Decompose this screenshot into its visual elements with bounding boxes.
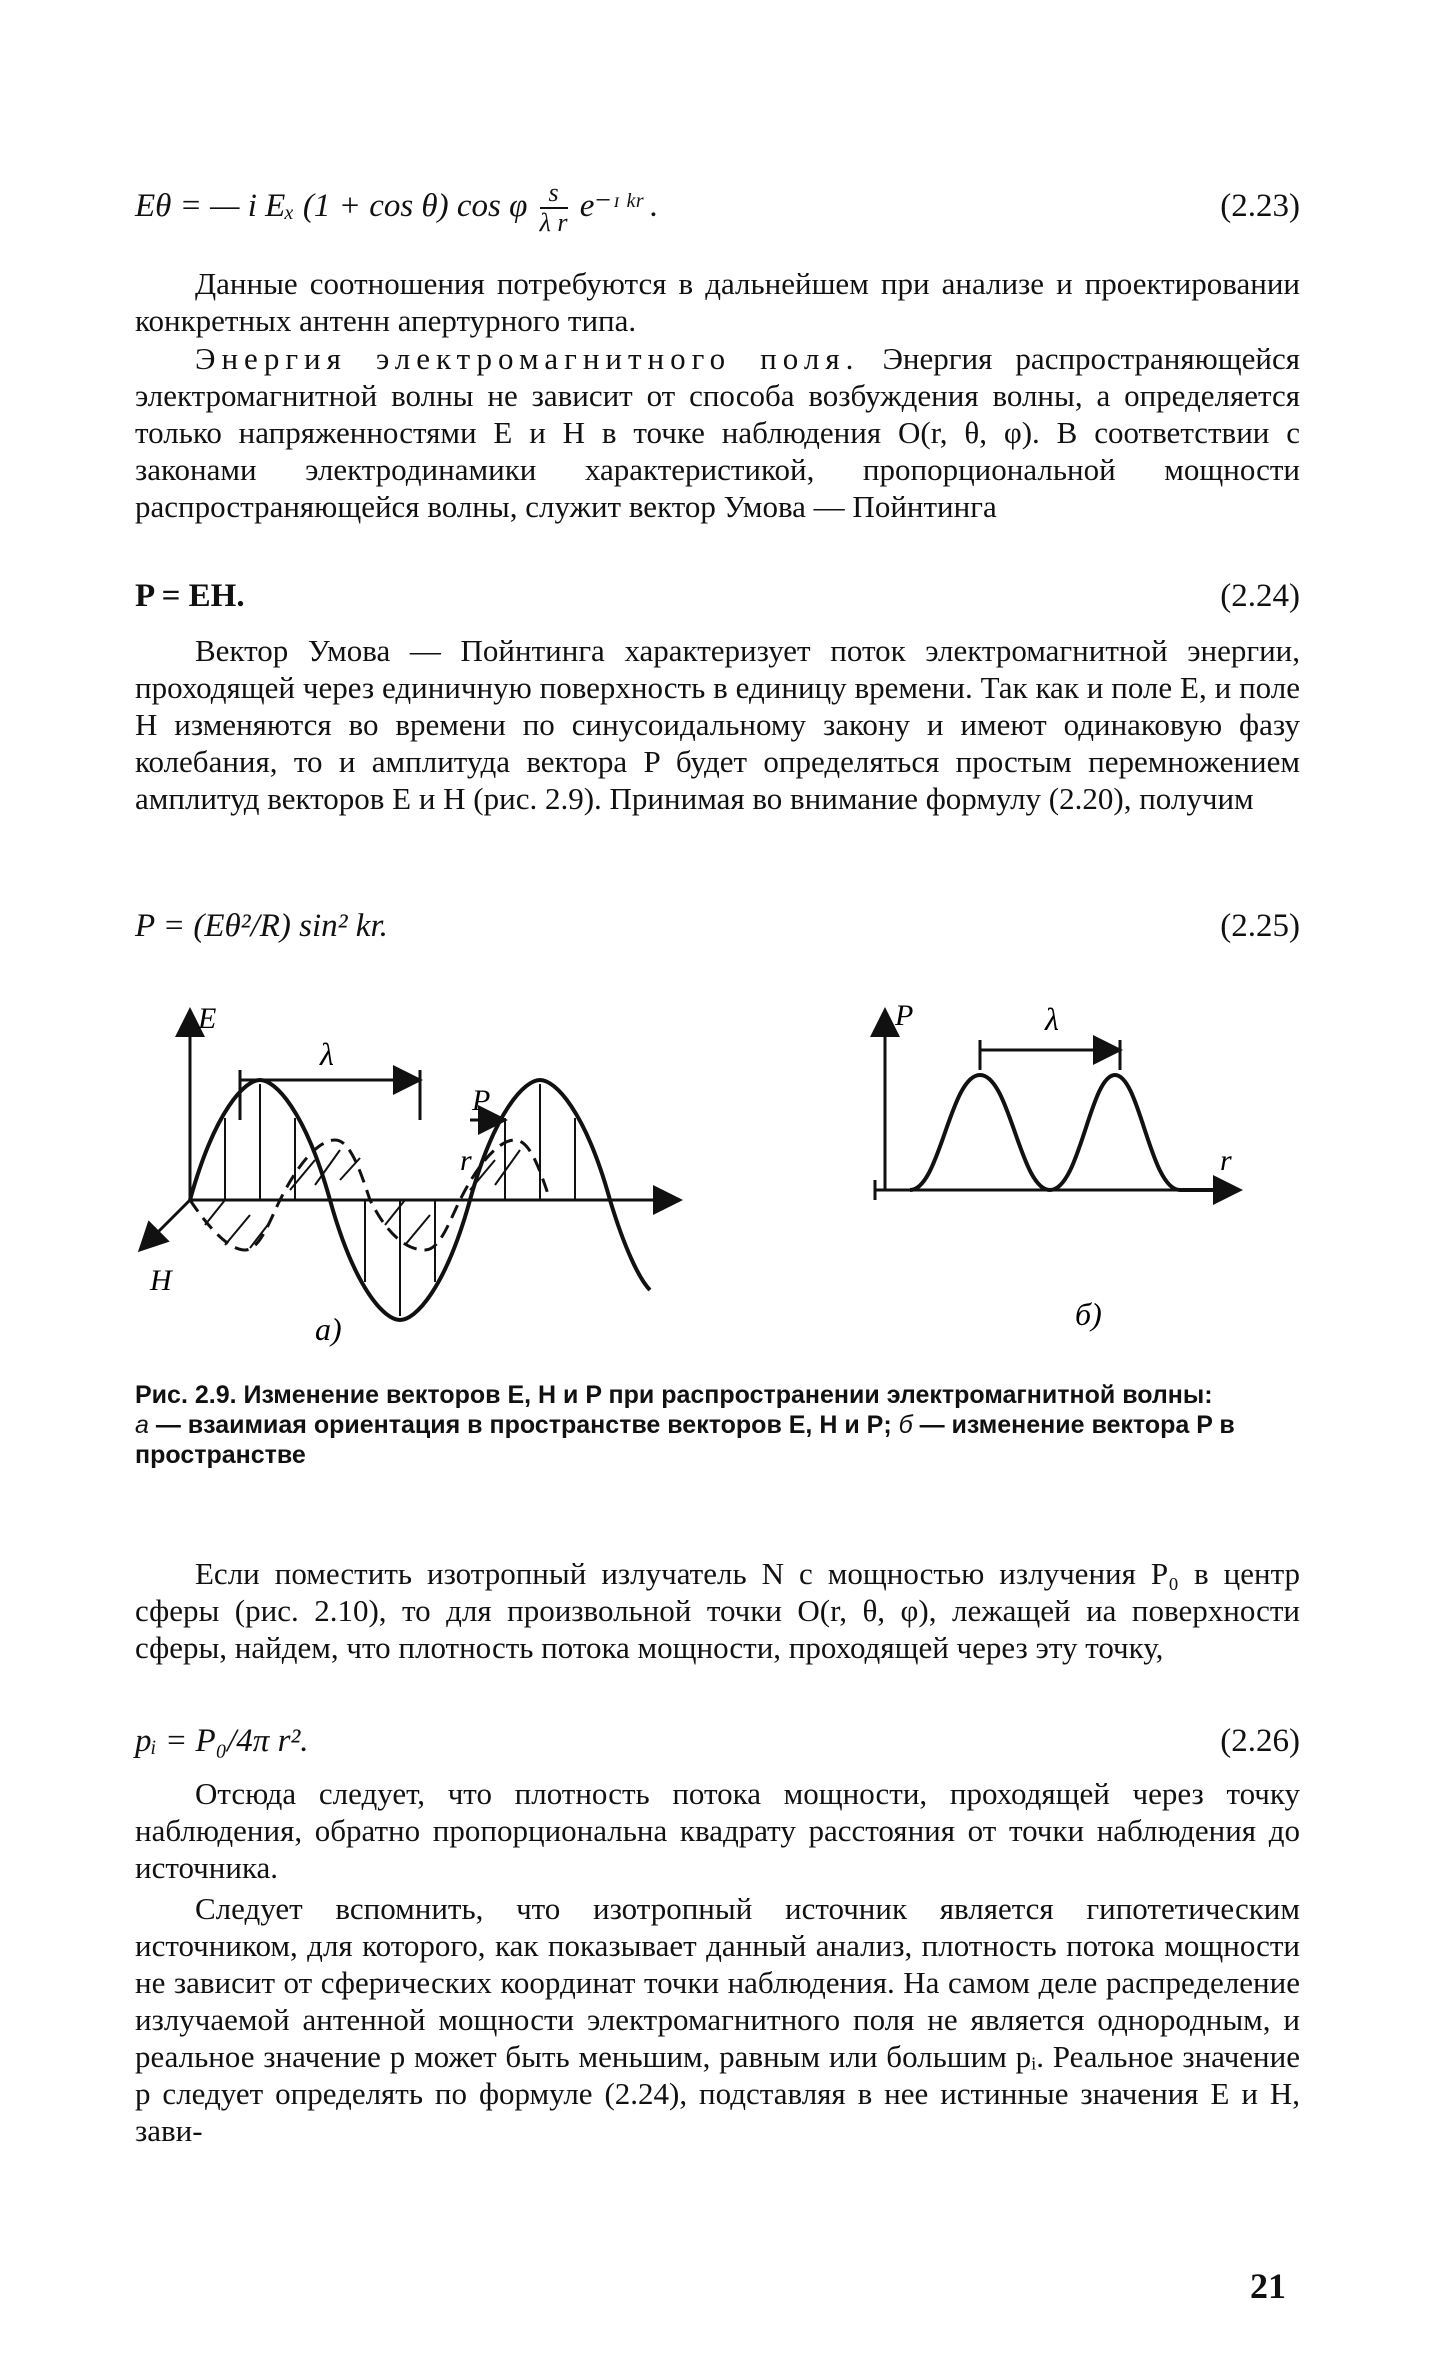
- paragraph: Если поместить изотропный излучатель N с мощностью излучения P₀ в центр сферы (рис. 2.10), то для произвольной точки O(r, θ, φ), лежащей иа поверхности сферы, найдем, что плотность потока мощности, проходящей через эту точку,: [135, 1556, 1300, 1665]
- figure-2-9: [150, 999, 1300, 1360]
- wavelength-label-right: λ: [1045, 1001, 1059, 1037]
- equation-formula: P = EH.: [135, 578, 245, 614]
- paragraph: Данные соотношения потребуются в дальнейшем при анализе и проектировании конкретных антенн апертурного типа.: [135, 266, 1300, 338]
- equation-fraction: $\frac{s}{\text{λ r}}$: [539, 178, 568, 238]
- wavelength-label: λ: [320, 1036, 334, 1072]
- axis-p-label: P: [895, 999, 914, 1032]
- figure-caption: Рис. 2.9. Изменение векторов E, H и P при распространении электромагнитной волны: a — взаимиая ориентация в пространстве векторов E, H и P; б — изменение вектора P в пространстве: [135, 1381, 1235, 1469]
- equation-2-26: [135, 1705, 1300, 1777]
- subfigure-b-label: б): [1075, 1296, 1102, 1332]
- equation-number: (2.25): [1220, 908, 1300, 944]
- paragraph: Следует вспомнить, что изотропный источник является гипотетическим источником, для которого, как показывает данный анализ, плотность потока мощности не зависит от сферических координат точки наблюдения. На самом деле распределение излучаемой антенной мощности электромагнитного поля не является однородным, и реальное значение p может быть меньшим, равным или большим pᵢ. Реальное значение p следует определять по формуле (2.24), подставляя в нее истинные значения E и H, зави-: [135, 1891, 1300, 2148]
- equation-2-25: [135, 890, 1300, 962]
- p-power-curve: [910, 1075, 1230, 1190]
- equation-number: (2.26): [1220, 1723, 1300, 1759]
- figure-2-9-drawing: [150, 999, 1300, 1360]
- equation-number: (2.24): [1220, 578, 1300, 614]
- paragraph: Вектор Умова — Пойнтинга характеризует поток электромагнитной энергии, проходящей через единичную поверхность в единицу времени. Так как и поле E, и поле H изменяются во времени по синусоидальному закону и имеют одинаковую фазу колебания, то и амплитуда вектора P будет определяться простым перемножением амплитуд векторов E и H (рис. 2.9). Принимая во внимание формулу (2.20), получим: [135, 633, 1300, 816]
- equation-formula: Eθ = — i Eₓ (1 + cos θ) cos φ $\frac{s}{\text{λ r}}$ e⁻ᶦ ᵏʳ .: [135, 178, 659, 238]
- equation-formula: P = (Eθ²/R) sin² kr.: [135, 908, 388, 944]
- axis-h-label: H: [150, 1264, 172, 1297]
- paragraph: Отсюда следует, что плотность потока мощности, проходящей через точку наблюдения, обратно пропорциональна квадрату расстояния от точки наблюдения до источника.: [135, 1776, 1300, 1885]
- equation-2-23: [135, 170, 1300, 242]
- page-number: 21: [1250, 2266, 1286, 2306]
- axis-r-label: r: [460, 1144, 472, 1177]
- left-panel-axes: [140, 1010, 680, 1250]
- paragraph-energy: Энергия электромагнитного поля. Энергия распространяющейся электромагнитной волны не зависит от способа возбуждения волны, а определяется только напряженностями E и H в точке наблюдения O(r, θ, φ). В соответствии с законами электродинамики характеристикой, пропорциональной мощности распространяющейся волны, служит вектор Умова — Пойнтинга: [135, 341, 1301, 524]
- axis-r-label-right: r: [1220, 1144, 1232, 1177]
- section-heading: Энергия электромагнитного поля.: [195, 341, 860, 376]
- h-field-wave: [190, 1140, 550, 1250]
- subfigure-a-label: a): [315, 1311, 342, 1347]
- axis-e-label: E: [198, 1002, 217, 1035]
- equation-formula: pᵢ = P₀/4π r².: [135, 1723, 309, 1759]
- equation-2-24: [135, 560, 1300, 632]
- vector-p-label: P: [472, 1084, 491, 1117]
- equation-number: (2.23): [1220, 188, 1300, 224]
